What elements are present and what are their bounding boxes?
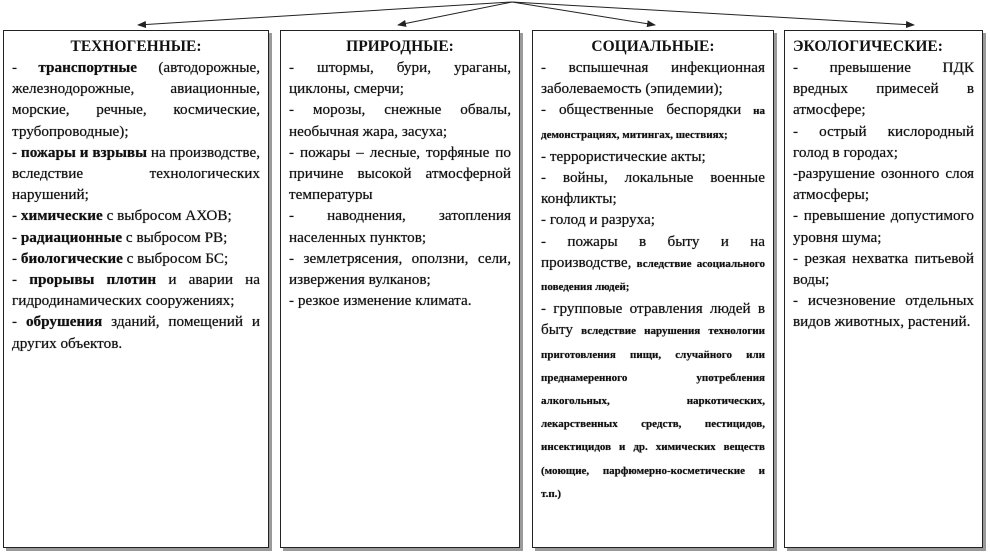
list-item: - обрушения зданий, помещений и других объектов. (12, 313, 260, 352)
list-item: - превышение ПДК вредных примесей в атмосфере; (793, 59, 974, 119)
list-item: - штормы, бури, ураганы, циклоны, смерчи; (289, 59, 511, 98)
list-item: - пожары – лесные, торфяные по причине высокой атмосферной температуры (289, 143, 511, 204)
list-item: - превышение допустимого уровня шума; (793, 207, 974, 246)
arrow-social (512, 2, 655, 25)
list-item: - войны, локальные военные конфликты; (541, 169, 765, 208)
arrow-ecological (512, 2, 914, 25)
list-item: - пожары и взрывы на производстве, вследствие технологических нарушений; (12, 143, 260, 204)
list-item: - пожары в быту и на производстве, вследствие асоциального поведения людей; (541, 232, 765, 294)
list-item: - голод и разруха; (541, 211, 655, 229)
list-item: - резкая нехватка питьевой воды; (793, 249, 974, 289)
list-item: - террористические акты; (541, 147, 706, 165)
list-item: - общественные беспорядки на демонстрациях, митингах, шествиях; (541, 101, 765, 141)
category-natural (280, 30, 520, 548)
category-title: ПРИРОДНЫЕ: (346, 38, 454, 55)
list-item: - химические с выбросом АХОВ; (12, 207, 232, 225)
list-item: - групповые отравления людей в быту вследствие нарушения технологии приготовления пищи, случайного или преднамеренного употребления алкогольных, наркотических, лекарственных средств, пестицидов, инсектицидов и др. химических веществ (моющие, парфюмерно-косметические и т.п.) (541, 300, 765, 500)
category-technogenic (3, 30, 269, 548)
category-title: ТЕХНОГЕННЫЕ: (70, 38, 202, 55)
category-social (532, 30, 774, 548)
list-item: - радиационные с выбросом РВ; (12, 228, 228, 246)
list-item: - морозы, снежные обвалы, необычная жара, засуха; (289, 101, 511, 140)
list-item: -разрушение озонного слоя атмосферы; (793, 165, 974, 204)
list-item: - резкое изменение климата. (289, 292, 472, 310)
list-item: - вспышечная инфекционная заболеваемость (эпидемии); (541, 59, 765, 98)
list-item: - прорывы плотин и аварии на гидродинамических сооружениях; (12, 271, 260, 310)
category-ecological (784, 30, 983, 548)
list-item: - острый кислородный голод в городах; (793, 122, 974, 161)
list-item: - биологические с выбросом БС; (12, 249, 229, 267)
category-title: ЭКОЛОГИЧЕСКИЕ: (793, 38, 943, 55)
list-item: - исчезновение отдельных видов животных, растений. (793, 292, 974, 331)
category-title: СОЦИАЛЬНЫЕ: (591, 38, 715, 55)
list-item: - транспортные (автодорожные, железнодорожные, авиационные, морские, речные, космические, трубопроводные); (12, 59, 260, 140)
list-item: - наводнения, затопления населенных пунктов; (289, 207, 511, 246)
list-item: - землетрясения, оползни, сели, извержения вулканов; (289, 249, 511, 289)
